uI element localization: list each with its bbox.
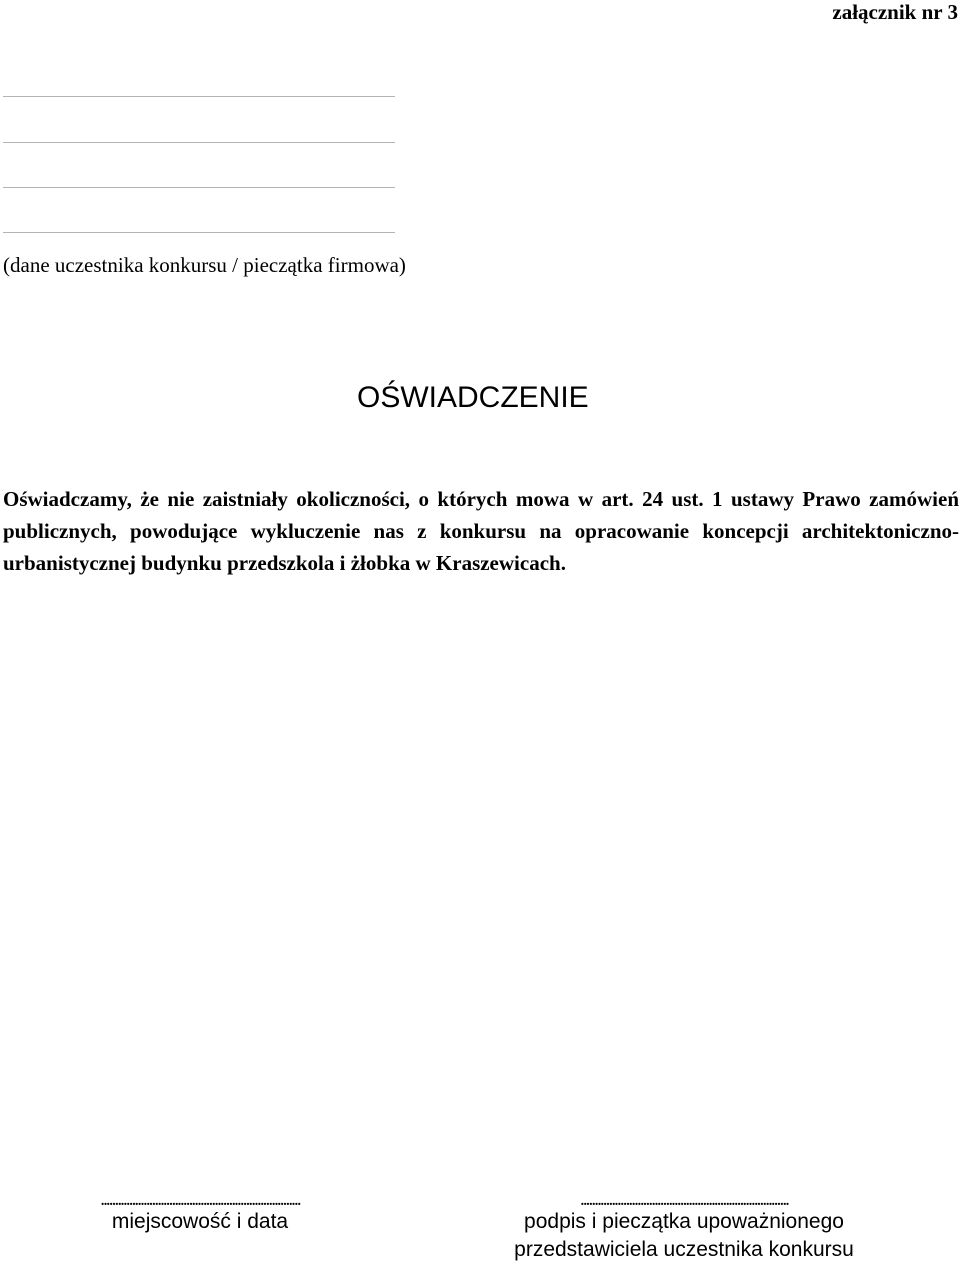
participant-data-line	[3, 96, 395, 97]
signature-caption-line1: podpis i pieczątka upoważnionego	[524, 1210, 844, 1233]
statement-text: Oświadczamy, że nie zaistniały okoliczności, o których mowa w art. 24 ust. 1 ustawy Prawo zamówień publicznych, powodujące wykluczenie nas z konkursu na opracowanie koncepcji architektoniczno-urbanistycznej budynku przedszkola i żłobka w Kraszewicach.	[3, 487, 959, 575]
annex-label: załącznik nr 3	[832, 0, 958, 24]
place-date-caption: miejscowość i data	[111, 1210, 289, 1233]
place-date-signature-block	[0, 1189, 400, 1236]
participant-data-line	[3, 187, 395, 188]
place-date-dots: ......................................................................	[100, 1189, 300, 1210]
signature-caption-line2: przedstawiciela uczestnika konkursu	[514, 1238, 854, 1261]
representative-signature-block	[472, 1189, 896, 1264]
participant-caption: (dane uczestnika konkursu / pieczątka firmowa)	[3, 253, 406, 277]
participant-data-line	[3, 142, 395, 143]
document-title: OŚWIADCZENIE	[357, 381, 589, 414]
signature-dots: .........................................................................	[579, 1189, 789, 1210]
participant-data-line	[3, 232, 395, 233]
